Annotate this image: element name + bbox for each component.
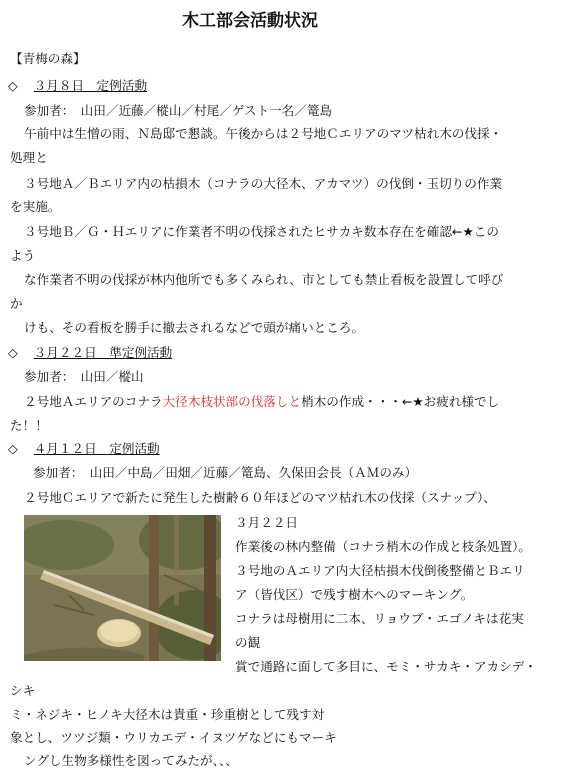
entry-3-body-line: ２号地Ｃエリアで新たに発生した樹齢６０年ほどのマツ枯れ木の伐採（スナップ）、 (24, 490, 496, 505)
entry-1-body-line: 午前中は生憎の雨、Ｎ島邸で懇談。午後からは２号地Ｃエリアのマツ枯れ木の伐採・ (24, 126, 503, 141)
section-heading: 【青梅の森】 (10, 51, 86, 66)
entry-3-participants: 参加者： 山田／中島／田畑／近藤／篭島、久保田会長（ＡＭのみ） (33, 465, 418, 480)
entry-3-body-line: 賞で通路に面して多目に、モミ・サカキ・アカシデ・ (235, 659, 537, 674)
entry-1-body-line: けも、その看板を勝手に撤去されるなどで頭が痛いところ。 (24, 320, 365, 335)
entry-1-heading (8, 78, 147, 94)
entry-1-body-line: を実施。 (10, 199, 61, 214)
entry-3-body-line: コナラは母樹用に二本、リョウブ・エゴノキは花実 (235, 611, 524, 626)
entry-3-body-line: ア（皆伐区）で残す樹木へのマーキング。 (235, 587, 474, 602)
entry-3-date: ４月１２日 定例活動 (33, 441, 160, 456)
page-title: 木工部会活動状況 (182, 11, 318, 31)
diamond-icon: ◇ (8, 345, 18, 360)
entry-3-body-line: ３月２２日 (235, 515, 298, 530)
entry-1-body-line: 処理と (10, 150, 48, 165)
entry-2-participants: 参加者： 山田／樅山 (24, 369, 144, 384)
entry-1-body-line: な作業者不明の伐採が林内他所でも多くみられ、市としても禁止看板を設置して呼び (24, 272, 504, 287)
entry-1-body-line: か (10, 296, 23, 311)
entry-2-highlight: 大径木枝状部の伐落しと (162, 394, 302, 409)
entry-1-body-line: ３号地Ｂ／Ｇ・Ｈエリアに作業者不明の伐採されたヒサカキ数本存在を確認←★この (24, 224, 499, 239)
entry-2-body-line (24, 394, 499, 410)
entry-1-body-line: ３号地Ａ／Ｂエリア内の枯損木（コナラの大径木、アカマツ）の伐倒・玉切りの作業 (24, 176, 503, 191)
entry-2-body-line: た！！ (10, 418, 48, 433)
entry-3-body-line: シキ (10, 683, 36, 698)
entry-2-date: ３月２２日 準定例活動 (33, 345, 173, 360)
entry-3-body-line: ３号地のＡエリア内大径枯損木伐倒後整備とＢエリ (235, 563, 525, 578)
entry-2-heading (8, 345, 172, 361)
felled-tree-photo (24, 515, 221, 661)
entry-1-body-line: よう (10, 248, 36, 263)
entry-2-body-post: 梢木の作成・・・←★お疲れ様でし (301, 394, 500, 409)
entry-3-body-line: ミ・ネジキ・ヒノキ大径木は貴重・珍重樹として残す対 (10, 707, 325, 722)
diamond-icon: ◇ (8, 78, 18, 93)
entry-3-heading (8, 441, 160, 457)
entry-3-body-line: 作業後の林内整備（コナラ梢木の作成と枝条処置）。 (235, 539, 531, 554)
diamond-icon: ◇ (8, 441, 18, 456)
entry-3-body-line: ングし生物多様性を図ってみたが、、、 (24, 753, 238, 768)
entry-2-body-pre: ２号地Ａエリアのコナラ (24, 394, 163, 409)
entry-3-body-line: の観 (235, 635, 261, 650)
entry-1-date: ３月８日 定例活動 (33, 78, 148, 93)
entry-1-participants: 参加者： 山田／近藤／樅山／村尾／ゲスト一名／篭島 (24, 103, 333, 118)
entry-3-body-line: 象とし、ツツジ類・ウリカエデ・イヌツゲなどにもマーキ (10, 730, 337, 745)
